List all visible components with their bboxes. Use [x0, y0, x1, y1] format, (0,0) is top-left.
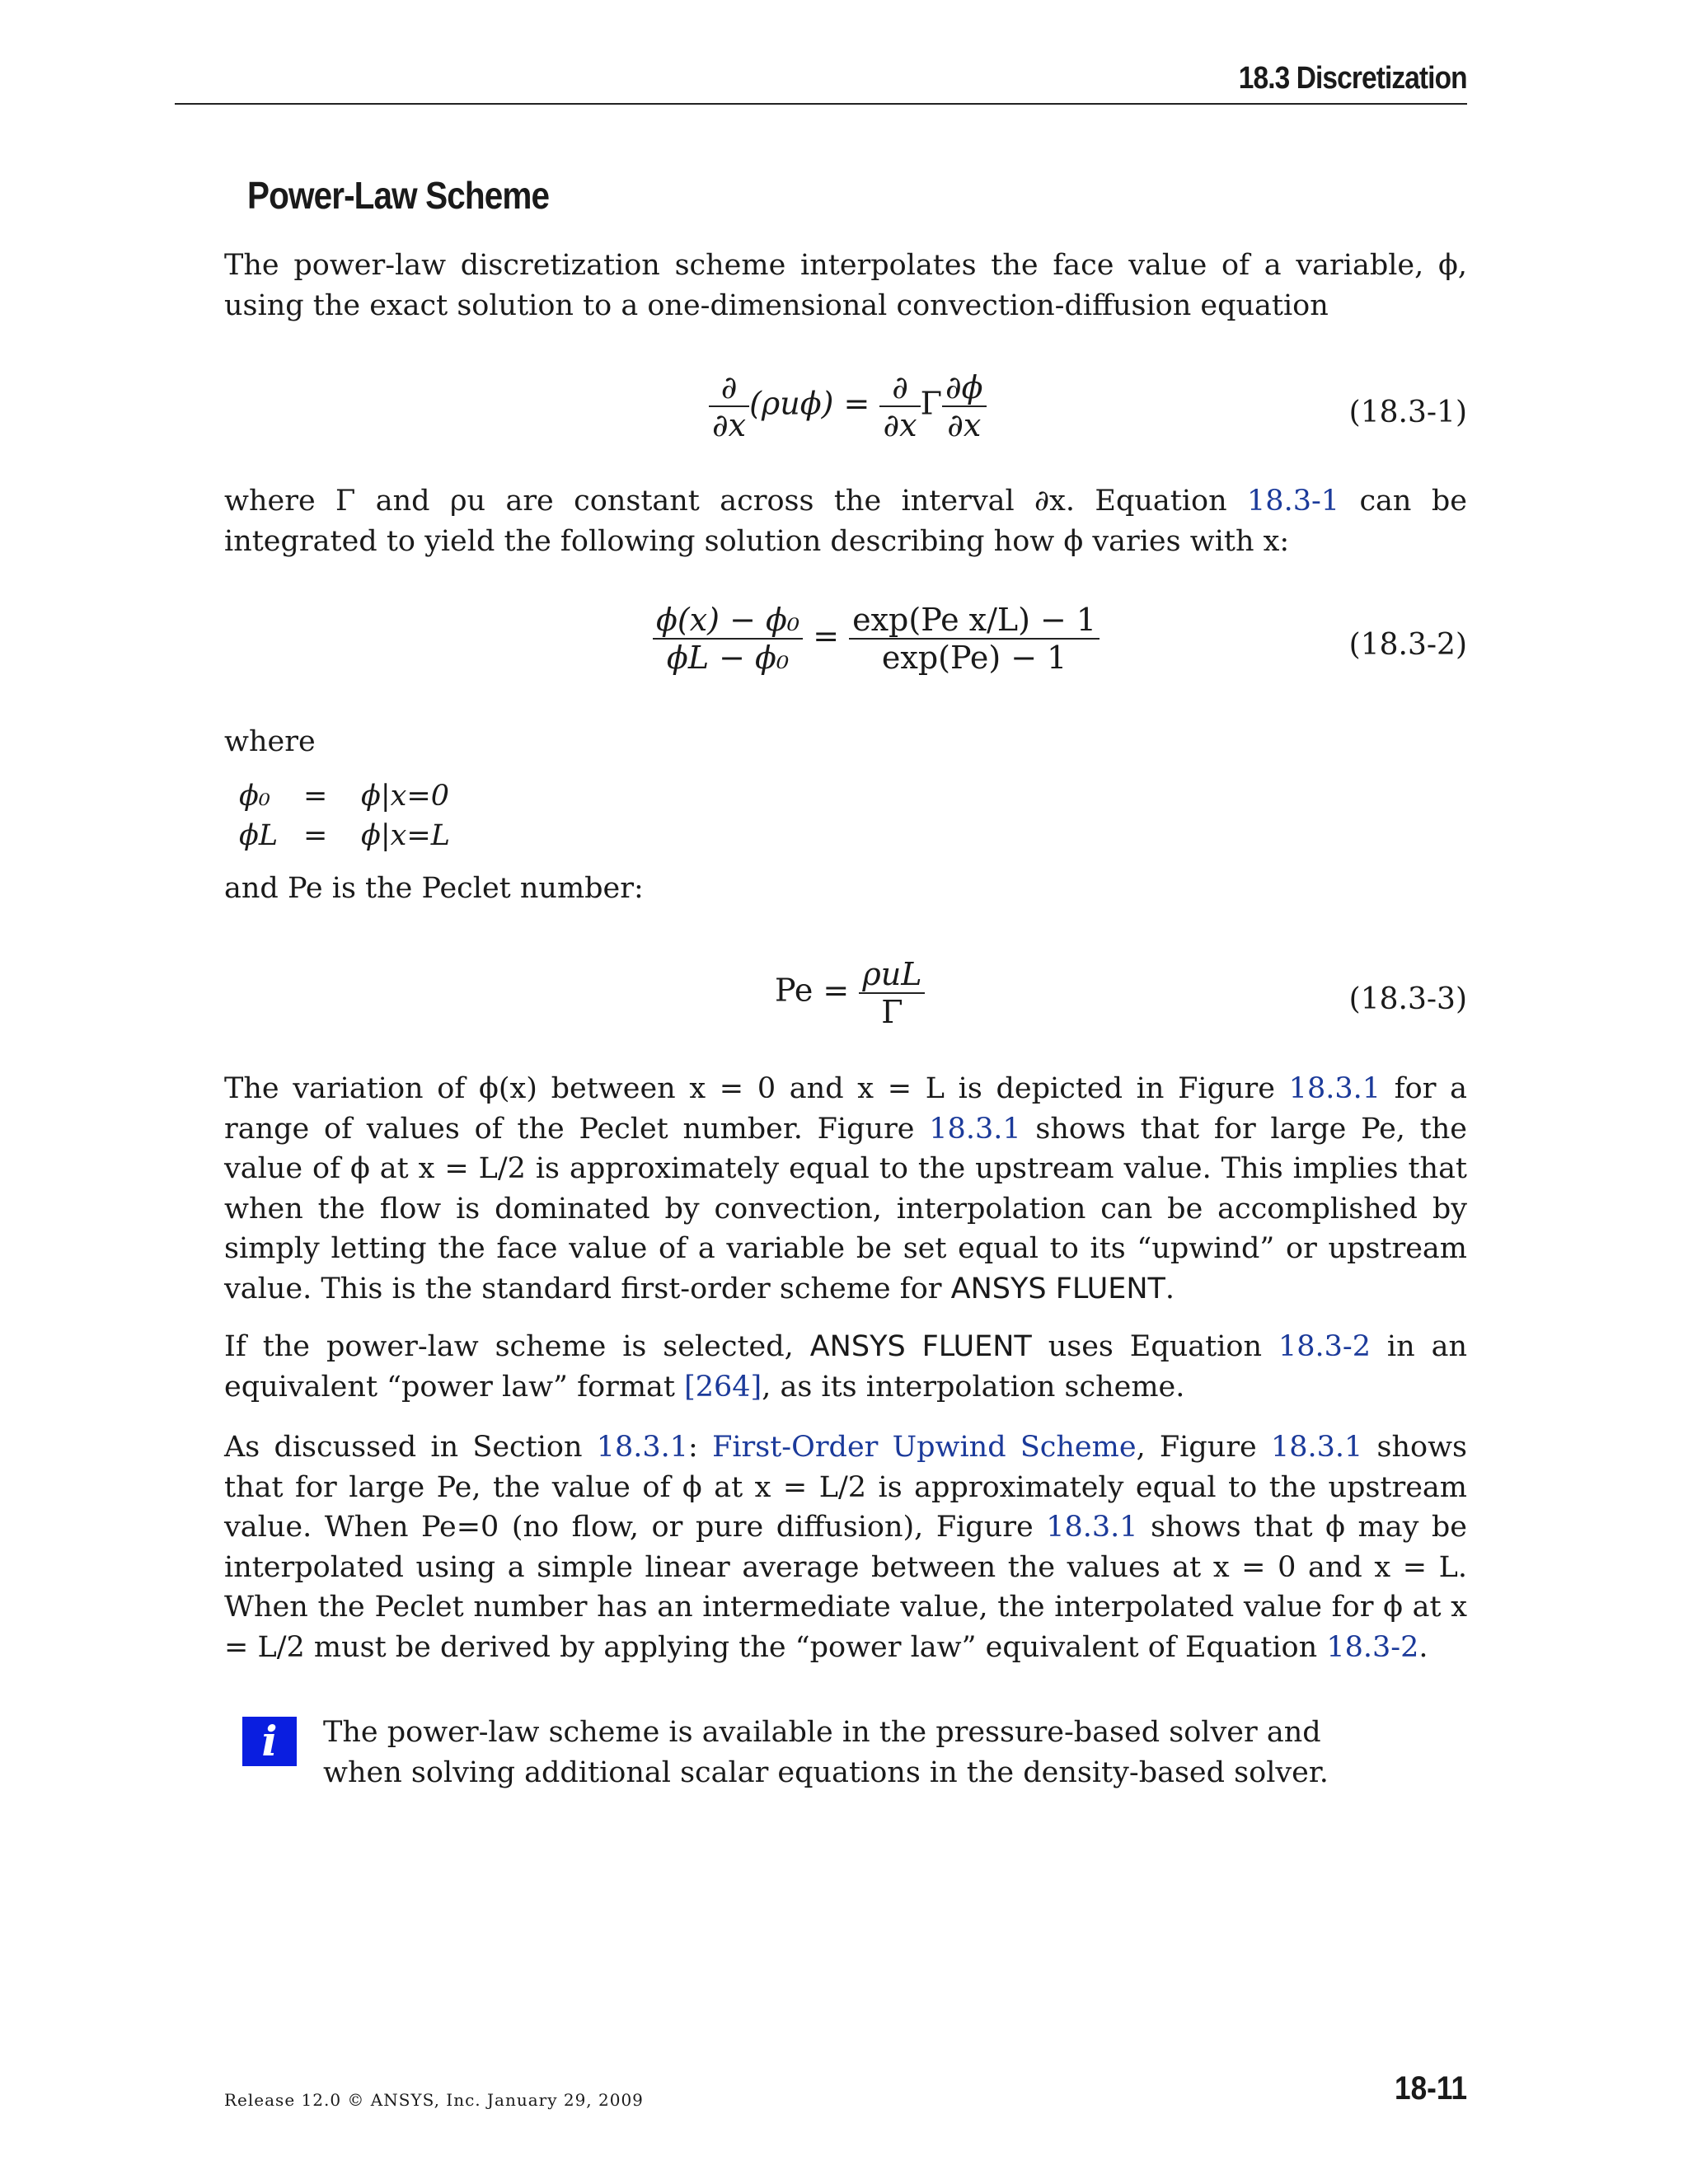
paragraph-2 — [224, 481, 1467, 561]
para5-text-e: shows that ϕ may be interpolated using a simple linear average between the values at x = 0 and x = L. When the Peclet number has an intermediate value, the interpolated value for ϕ at x = L/2 must be derived by applying the “power law” equivalent of Equation — [224, 1511, 1467, 1664]
para4-text-b: uses Equation — [1031, 1330, 1278, 1363]
variable-definitions — [239, 776, 450, 855]
para2-text-a: where Γ and ρu are constant across the interval ∂x. Equation — [224, 485, 1248, 518]
eq2-body: $\frac{\text{ϕ(x) − ϕ₀}}{\text{ϕL − ϕ₀}}$ = $\frac{\text{exp(Pe x/L) − 1}}{\exp(Pe) - 1}$ — [653, 602, 1100, 676]
eq1-number: (18.3-1) — [1348, 396, 1467, 429]
eq3-body — [775, 956, 925, 1030]
section-link-first-order-upwind[interactable]: First-Order Upwind Scheme — [712, 1431, 1137, 1464]
def-eq: = — [303, 819, 328, 852]
eq2-lhs-den: ϕL − ϕ₀ — [666, 640, 790, 676]
def-rhs: ϕ|x=0 — [361, 780, 449, 813]
eq1-lhs-den: ∂x — [712, 407, 747, 443]
eq1-lhs-rest: (ρuϕ) = — [749, 385, 870, 422]
def-eq: = — [303, 780, 328, 813]
intro-paragraph — [224, 246, 1467, 326]
para4-text-d: , as its interpolation scheme. — [762, 1370, 1185, 1404]
para5-text-b: : — [688, 1431, 713, 1464]
eq1-gamma: Γ — [920, 385, 942, 422]
paragraph-3 — [224, 1069, 1467, 1309]
equation-18-3-2 — [224, 602, 1467, 692]
equation-18-3-3 — [224, 956, 1467, 1047]
paragraph-4 — [224, 1327, 1467, 1407]
running-header — [175, 58, 1467, 105]
def-lhs: ϕL — [239, 819, 279, 852]
peclet-intro: and Pe is the Peclet number: — [224, 872, 644, 905]
product-name: ANSYS FLUENT — [950, 1272, 1165, 1305]
equation-link-18-3-2[interactable]: 18.3-2 — [1326, 1630, 1419, 1664]
figure-link-18-3-1[interactable]: 18.3.1 — [1270, 1431, 1363, 1464]
eq3-num: ρuL — [859, 956, 925, 994]
intro-text: The power-law discretization scheme interpolates the face value of a variable, ϕ, using the exact solution to a one-dimensional convection-diffusion equation — [224, 249, 1467, 322]
def-lhs: ϕ₀ — [239, 780, 270, 813]
eq1-rhs-num2: ∂ϕ — [942, 369, 987, 407]
eq1-rhs-num1: ∂ — [879, 369, 920, 407]
para4-text-a: If the power-law scheme is selected, — [224, 1330, 810, 1363]
header-section-title: 18.3 Discretization — [1239, 61, 1467, 96]
def-rhs: ϕ|x=L — [361, 819, 450, 852]
eq3-number: (18.3-3) — [1348, 982, 1467, 1016]
eq1-lhs-num: ∂ — [709, 369, 749, 407]
para3-text-b: for a range of values of the Peclet number. Figure — [224, 1072, 1467, 1146]
eq3-lhs: Pe = — [775, 972, 850, 1009]
figure-link-18-3-1[interactable]: 18.3.1 — [1288, 1072, 1381, 1105]
equation-18-3-1 — [224, 369, 1467, 460]
para5-text-c: , Figure — [1136, 1431, 1271, 1464]
page-number: 18-11 — [1394, 2070, 1467, 2107]
para2-text-b: can be integrated to yield the following solution describing how ϕ varies with x: — [224, 485, 1467, 558]
definition-row — [239, 776, 450, 816]
figure-link-18-3-1[interactable]: 18.3.1 — [929, 1112, 1021, 1146]
definition-row — [239, 816, 450, 855]
para3-text-d: . — [1165, 1272, 1175, 1305]
where-label: where — [224, 725, 316, 758]
eq1-body — [709, 369, 987, 443]
equation-link-18-3-1[interactable]: 18.3-1 — [1247, 485, 1340, 518]
equation-link-18-3-2[interactable]: 18.3-2 — [1278, 1330, 1371, 1363]
paragraph-5 — [224, 1427, 1467, 1667]
para4-text-c: in an equivalent “power law” format — [224, 1330, 1467, 1404]
product-name: ANSYS FLUENT — [809, 1330, 1032, 1363]
para5-text-a: As discussed in Section — [224, 1431, 597, 1464]
eq2-rhs-den: exp(Pe) − 1 — [881, 640, 1067, 676]
info-note-text: The power-law scheme is available in the pressure-based solver and when solving additional scalar equations in the density-based solver. — [323, 1716, 1329, 1789]
eq2-lhs-num: ϕ(x) − ϕ₀ — [653, 602, 803, 640]
info-icon: i — [242, 1717, 297, 1766]
figure-link-18-3-1[interactable]: 18.3.1 — [1046, 1511, 1138, 1544]
eq2-rhs-num: exp(Pe x/L) − 1 — [849, 602, 1100, 640]
eq1-rhs-den1: ∂x — [883, 407, 917, 443]
para5-text-f: . — [1418, 1630, 1428, 1664]
footer-release: Release 12.0 © ANSYS, Inc. January 29, 2009 — [224, 2090, 644, 2110]
eq1-rhs-den2: ∂x — [947, 407, 982, 443]
para3-text-c: shows that for large Pe, the value of ϕ at x = L/2 is approximately equal to the upstream value. This implies that when the flow is dominated by convection, interpolation can be accomplished by simply letting the face value of a variable be set equal to its “upwind” or upstream value. This is the standard first-order scheme for — [224, 1112, 1467, 1305]
para5-text-d: shows that for large Pe, the value of ϕ at x = L/2 is approximately equal to the upstream value. When Pe=0 (no flow, or pure diffusion), Figure — [224, 1431, 1468, 1544]
para3-text-a: The variation of ϕ(x) between x = 0 and x = L is depicted in Figure — [224, 1072, 1289, 1105]
eq3-den: Γ — [881, 994, 903, 1030]
section-heading: Power-Law Scheme — [247, 174, 550, 217]
section-link-18-3-1[interactable]: 18.3.1 — [596, 1431, 689, 1464]
eq2-number: (18.3-2) — [1348, 628, 1467, 662]
citation-link-264[interactable]: [264] — [684, 1370, 762, 1404]
